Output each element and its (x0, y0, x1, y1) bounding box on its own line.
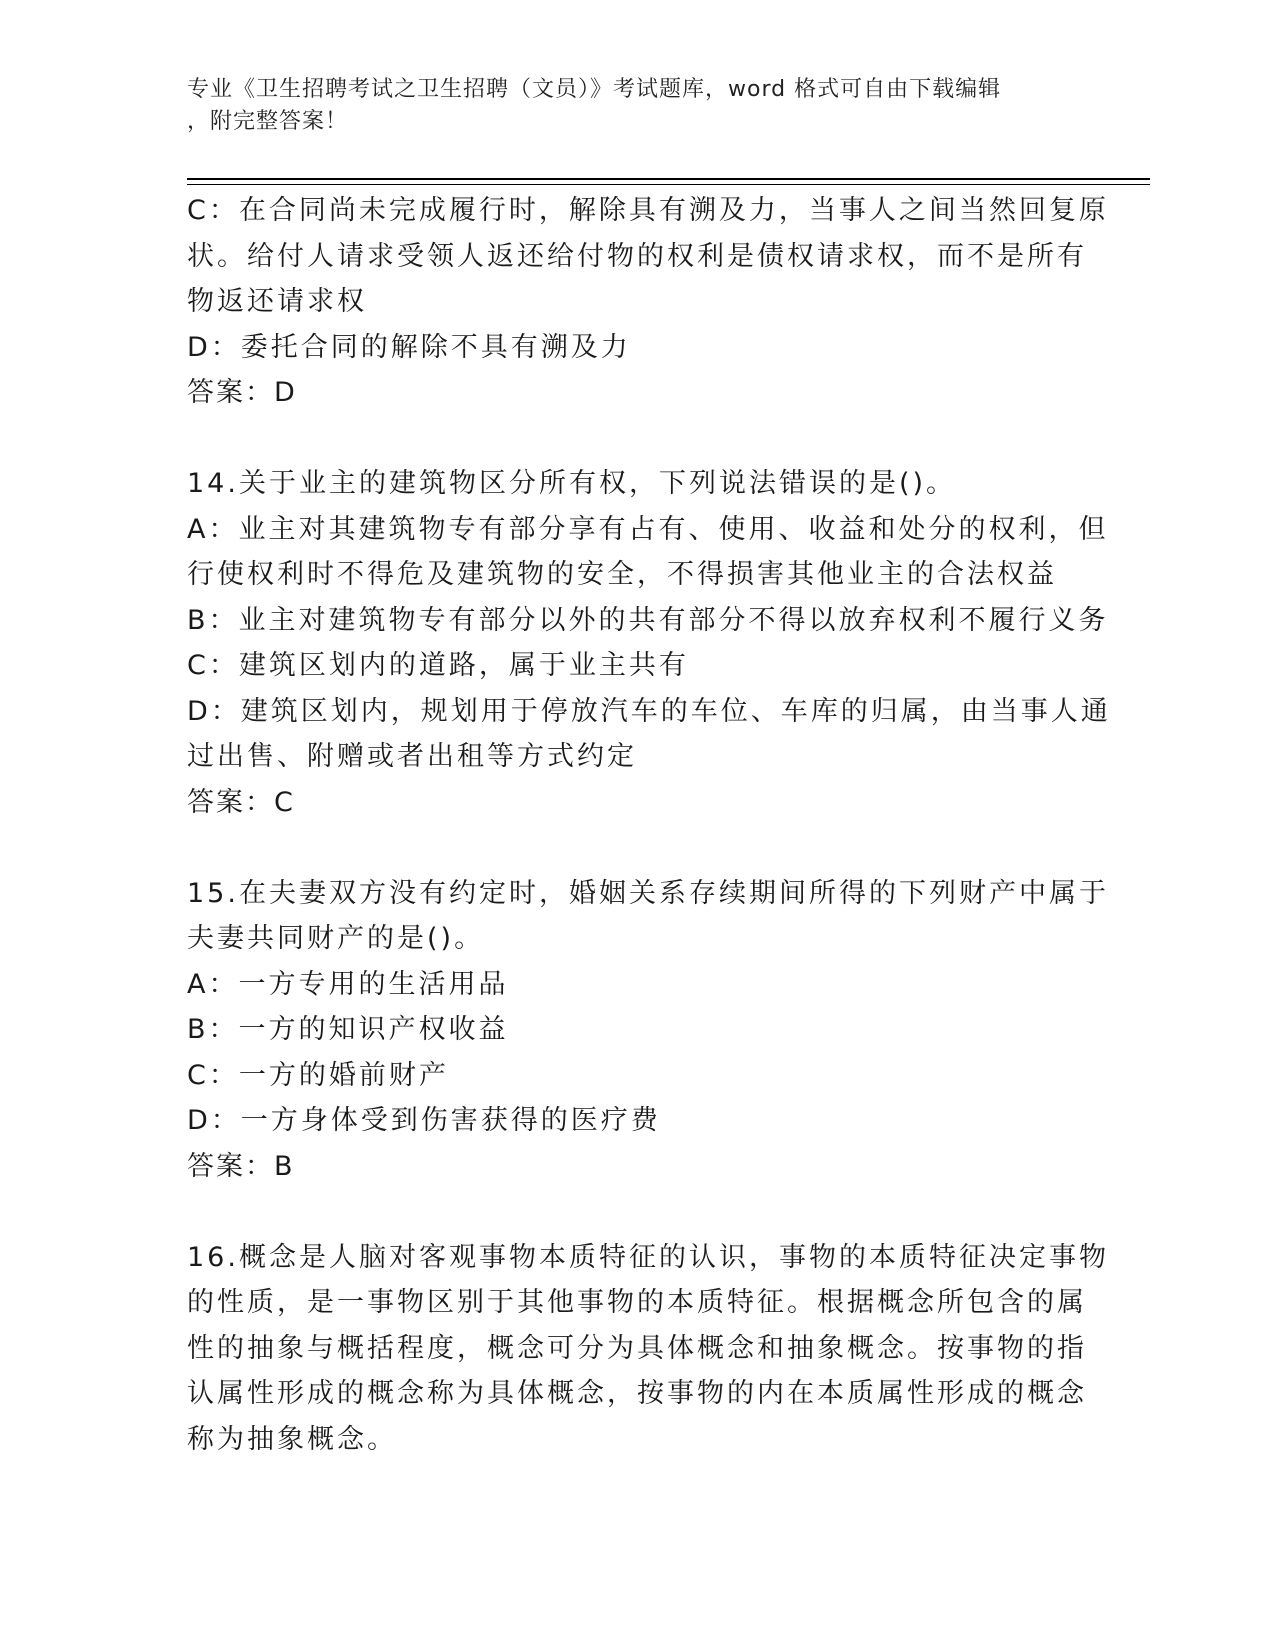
question-16-stem-line-1: 16.概念是人脑对客观事物本质特征的认识，事物的本质特征决定事物 (187, 1241, 1109, 1273)
option-d-line: D：一方身体受到伤害获得的医疗费 (187, 1105, 661, 1136)
header-line-2: ，附完整答案！ (187, 109, 349, 134)
answer-14: 答案：C (187, 786, 295, 818)
block-gap (187, 825, 1087, 871)
option-d-line-2: 过出售、附赠或者出租等方式约定 (187, 741, 637, 772)
option-a-line: A：一方专用的生活用品 (187, 968, 509, 1000)
document-header (187, 74, 1067, 138)
option-a-line-1: A：业主对其建筑物专有部分享有占有、使用、收益和处分的权利，但 (187, 513, 1109, 545)
block-gap (187, 416, 1087, 462)
question-16-stem-line-5: 称为抽象概念。 (187, 1423, 397, 1455)
header-rule-thin (187, 184, 1150, 185)
option-c-line-2: 状。给付人请求受领人返还给付物的权利是债权请求权，而不是所有 (187, 240, 1087, 272)
option-c-line: C：建筑区划内的道路，属于业主共有 (187, 650, 689, 681)
answer-13: 答案：D (187, 377, 297, 408)
option-b-line: B：一方的知识产权收益 (187, 1014, 509, 1045)
option-c-line-1: C：在合同尚未完成履行时，解除具有溯及力，当事人之间当然回复原 (187, 195, 1109, 226)
option-b-line: B：业主对建筑物专有部分以外的共有部分不得以放弃权利不履行义务 (187, 604, 1109, 636)
question-16-stem-line-4: 认属性形成的概念称为具体概念，按事物的内在本质属性形成的概念 (187, 1378, 1087, 1409)
question-14-stem: 14.关于业主的建筑物区分所有权，下列说法错误的是()。 (187, 468, 957, 499)
question-16-stem-line-3: 性的抽象与概括程度，概念可分为具体概念和抽象概念。按事物的指 (187, 1332, 1087, 1364)
question-16-stem-line-2: 的性质，是一事物区别于其他事物的本质特征。根据概念所包含的属 (187, 1287, 1087, 1318)
header-rule-thick (187, 178, 1150, 180)
question-content (187, 188, 1111, 1462)
option-c-line-3: 物返还请求权 (187, 286, 367, 317)
option-c-line: C：一方的婚前财产 (187, 1059, 449, 1091)
option-d-line: D：委托合同的解除不具有溯及力 (187, 331, 631, 363)
option-a-line-2: 行使权利时不得危及建筑物的安全，不得损害其他业主的合法权益 (187, 559, 1057, 590)
block-gap (187, 1189, 1087, 1235)
question-15-stem-line-2: 夫妻共同财产的是()。 (187, 923, 485, 954)
question-15-stem-line-1: 15.在夫妻双方没有约定时，婚姻关系存续期间所得的下列财产中属于 (187, 877, 1109, 909)
header-line-1: 专业《卫生招聘考试之卫生招聘（文员）》考试题库，word 格式可自由下载编辑 (187, 77, 1002, 102)
option-d-line-1: D：建筑区划内，规划用于停放汽车的车位、车库的归属，由当事人通 (187, 695, 1111, 727)
answer-15: 答案：B (187, 1150, 295, 1182)
